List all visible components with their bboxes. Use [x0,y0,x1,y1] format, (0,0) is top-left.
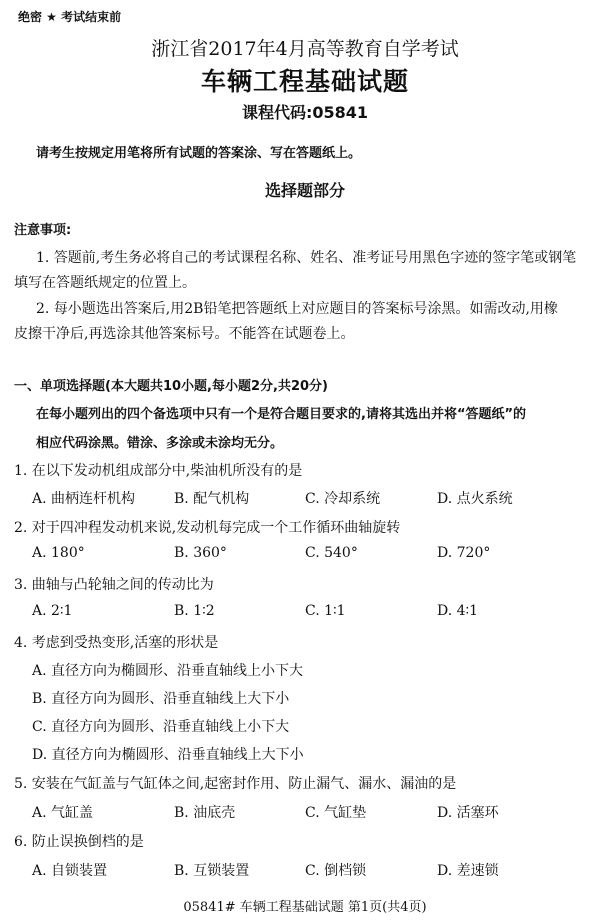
question-4-option-a: A. 直径方向为椭圆形、沿垂直轴线上小下大 [32,663,304,679]
question-2-option-c: C. 540° [305,545,358,561]
question-6-stem: 6. 防止误换倒档的是 [14,834,144,850]
question-2-option-a: A. 180° [32,545,85,561]
section-title: 选择题部分 [264,181,345,200]
question-3-option-c: C. 1∶1 [305,603,346,619]
part1-instruction-line-2: 相应代码涂黑。错涂、多涂或未涂均无分。 [36,436,284,451]
question-5-stem: 5. 安装在气缸盖与气缸体之间,起密封作用、防止漏气、漏水、漏油的是 [14,776,457,792]
question-2-stem: 2. 对于四冲程发动机来说,发动机每完成一个工作循环曲轴旋转 [14,520,401,536]
question-3-option-a: A. 2∶1 [32,603,73,619]
notice-item-2-line-2: 皮擦干净后,再选涂其他答案标号。不能答在试题卷上。 [14,326,355,342]
course-code: 课程代码:05841 [241,103,369,122]
question-6-option-c: C. 倒档锁 [305,863,367,879]
notice-item-1-line-1: 1. 答题前,考生务必将自己的考试课程名称、姓名、准考证号用黑色字迹的签字笔或钢笔 [36,250,577,266]
general-instruction: 请考生按规定用笔将所有试题的答案涂、写在答题纸上。 [36,146,362,161]
question-3-option-b: B. 1∶2 [174,603,215,619]
question-1-option-a: A. 曲柄连杆机构 [32,491,136,507]
question-4-option-b: B. 直径方向为圆形、沿垂直轴线上大下小 [32,691,290,707]
question-1-option-b: B. 配气机构 [174,491,250,507]
question-6-option-a: A. 自锁装置 [32,863,108,879]
question-3-stem: 3. 曲轴与凸轮轴之间的传动比为 [14,577,214,593]
question-1-stem: 1. 在以下发动机组成部分中,柴油机所没有的是 [14,463,303,479]
question-4-option-c: C. 直径方向为圆形、沿垂直轴线上小下大 [32,719,290,735]
question-4-stem: 4. 考虑到受热变形,活塞的形状是 [14,635,219,651]
notice-item-2-line-1: 2. 每小题选出答案后,用2B铅笔把答题纸上对应题目的答案标号涂黑。如需改动,用橡 [36,301,558,317]
question-4-option-d: D. 直径方向为椭圆形、沿垂直轴线上大下小 [32,747,304,763]
question-6-option-d: D. 差速锁 [437,863,499,879]
question-5-option-d: D. 活塞环 [437,805,499,821]
question-5-option-b: B. 油底壳 [174,805,236,821]
part1-instruction-line-1: 在每小题列出的四个备选项中只有一个是符合题目要求的,请将其选出并将“答题纸”的 [36,407,527,422]
question-1-option-d: D. 点火系统 [437,491,513,507]
page-footer: 05841# 车辆工程基础试题 第1页(共4页) [183,900,427,915]
question-5-option-c: C. 气缸垫 [305,805,367,821]
exam-title: 浙江省2017年4月高等教育自学考试 [151,38,459,60]
question-1-option-c: C. 冷却系统 [305,491,381,507]
question-3-option-d: D. 4∶1 [437,603,479,619]
question-6-option-b: B. 互锁装置 [174,863,250,879]
secret-mark: 绝密 ★ 考试结束前 [18,10,122,24]
question-2-option-d: D. 720° [437,545,491,561]
part1-title: 一、单项选择题(本大题共10小题,每小题2分,共20分) [14,379,328,394]
question-5-option-a: A. 气缸盖 [32,805,94,821]
notice-item-1-line-2: 填写在答题纸规定的位置上。 [14,275,196,291]
notice-title: 注意事项: [14,223,72,238]
subject-title: 车辆工程基础试题 [200,67,409,96]
question-2-option-b: B. 360° [174,545,227,561]
